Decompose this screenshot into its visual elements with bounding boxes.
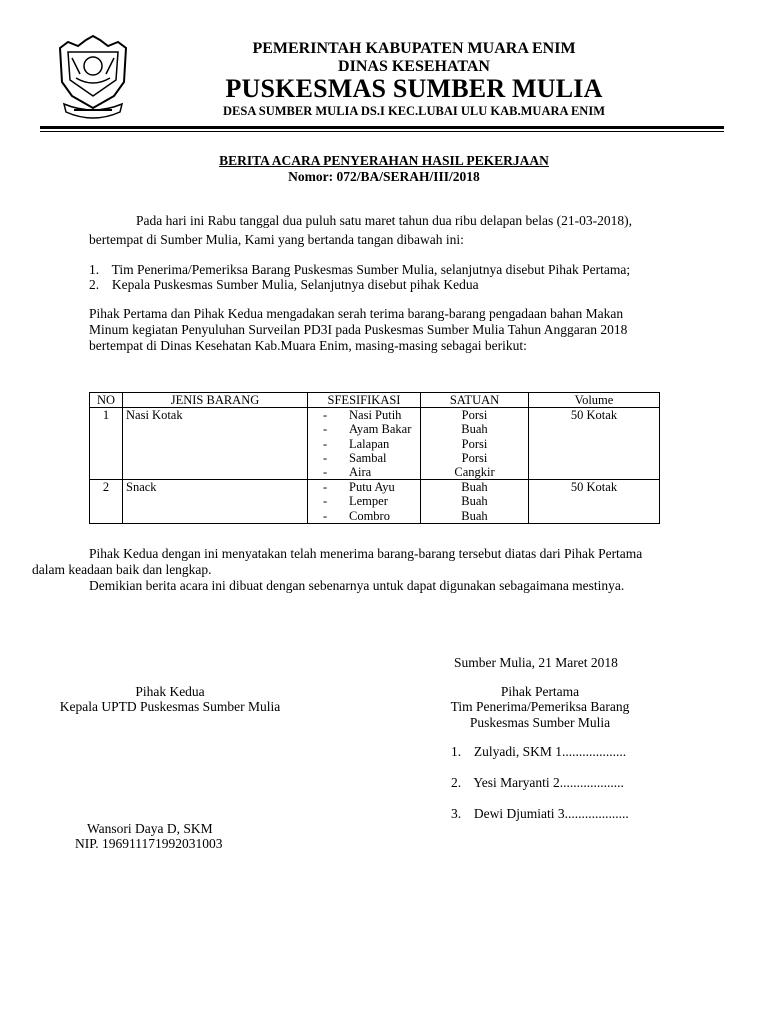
col-header-no: NO [90,393,123,408]
right-sign-title-2: Puskesmas Sumber Mulia [469,715,611,730]
place-date: Sumber Mulia, 21 Maret 2018 [454,655,618,670]
cell-no: 1 [90,408,123,480]
left-sign-role: Pihak Kedua [135,684,205,699]
intro-line-2: bertempat di Sumber Mulia, Kami yang bertanda tangan dibawah ini: [89,232,464,247]
member-text: Zulyadi, SKM 1................... [473,744,627,759]
party-item [89,262,630,278]
cell-satuan: Porsi Buah Porsi Porsi Cangkir [421,408,529,480]
member-text: Yesi Maryanti 2................... [473,775,624,790]
para2-line-1: Pihak Pertama dan Pihak Kedua mengadakan serah terima barang-barang pengadaan bahan Makan [89,306,624,321]
member-number: 1. [451,744,462,759]
right-sign-title-1: Tim Penerima/Pemeriksa Barang [450,699,630,714]
member-number: 2. [451,775,462,790]
party-text: Tim Penerima/Pemeriksa Barang Puskesmas Sumber Mulia, selanjutnya disebut Pihak Pertama; [111,262,631,277]
header-address: DESA SUMBER MULIA DS.I KEC.LUBAI ULU KAB.MUARA ENIM [223,104,605,118]
cell-no: 2 [90,480,123,524]
table-header-row [90,393,660,408]
header-rule-thick [40,126,724,129]
cell-jenis: Snack [123,480,308,524]
col-header-jenis: JENIS BARANG [123,393,308,408]
cell-spesifikasi: - Nasi Putih - Ayam Bakar - Lalapan - Sambal - Aira [308,408,421,480]
party-number: 1. [89,262,100,277]
col-header-satuan: SATUAN [421,393,529,408]
para2-line-3: bertempat di Dinas Kesehatan Kab.Muara Enim, masing-masing sebagai berikut: [89,338,527,353]
closing-line-1: Pihak Kedua dengan ini menyatakan telah menerima barang-barang tersebut diatas dari Pihak Pertama [89,546,643,561]
goods-table [89,392,660,524]
member-item [451,744,626,760]
left-sign-nip: NIP. 196911171992031003 [75,836,223,851]
document-title: BERITA ACARA PENYERAHAN HASIL PEKERJAAN [219,153,549,168]
left-sign-title: Kepala UPTD Puskesmas Sumber Mulia [59,699,281,714]
member-text: Dewi Djumiati 3................... [473,806,629,821]
cell-satuan: Buah Buah Buah [421,480,529,524]
member-number: 3. [451,806,462,821]
document-number: Nomor: 072/BA/SERAH/III/2018 [288,169,480,184]
right-sign-role: Pihak Pertama [500,684,580,699]
cell-volume: 50 Kotak [529,408,660,480]
cell-jenis: Nasi Kotak [123,408,308,480]
left-sign-name: Wansori Daya D, SKM [87,821,213,836]
col-header-spesifikasi: SFESIFIKASI [308,393,421,408]
table-row [90,480,660,524]
party-text: Kepala Puskesmas Sumber Mulia, Selanjutnya disebut pihak Kedua [111,277,479,292]
member-item [451,806,629,822]
header-department: DINAS KESEHATAN [338,58,490,75]
header-rule-thin [40,131,724,132]
header-institution: PUSKESMAS SUMBER MULIA [225,74,603,103]
party-number: 2. [89,277,100,292]
cell-volume: 50 Kotak [529,480,660,524]
member-item [451,775,624,791]
col-header-volume: Volume [529,393,660,408]
cell-spesifikasi: - Putu Ayu - Lemper - Combro [308,480,421,524]
closing-line-3: Demikian berita acara ini dibuat dengan sebenarnya untuk dapat digunakan sebagaimana mestinya. [89,578,625,593]
table-row [90,408,660,480]
intro-line-1: Pada hari ini Rabu tanggal dua puluh satu maret tahun dua ribu delapan belas (21-03-2018), [136,213,632,228]
header-government: PEMERINTAH KABUPATEN MUARA ENIM [252,40,576,57]
party-item [89,277,479,293]
para2-line-2: Minum kegiatan Penyuluhan Surveilan PD3I pada Puskesmas Sumber Mulia Tahun Anggaran 2018 [89,322,628,337]
closing-line-2: dalam keadaan baik dan lengkap. [32,562,212,577]
